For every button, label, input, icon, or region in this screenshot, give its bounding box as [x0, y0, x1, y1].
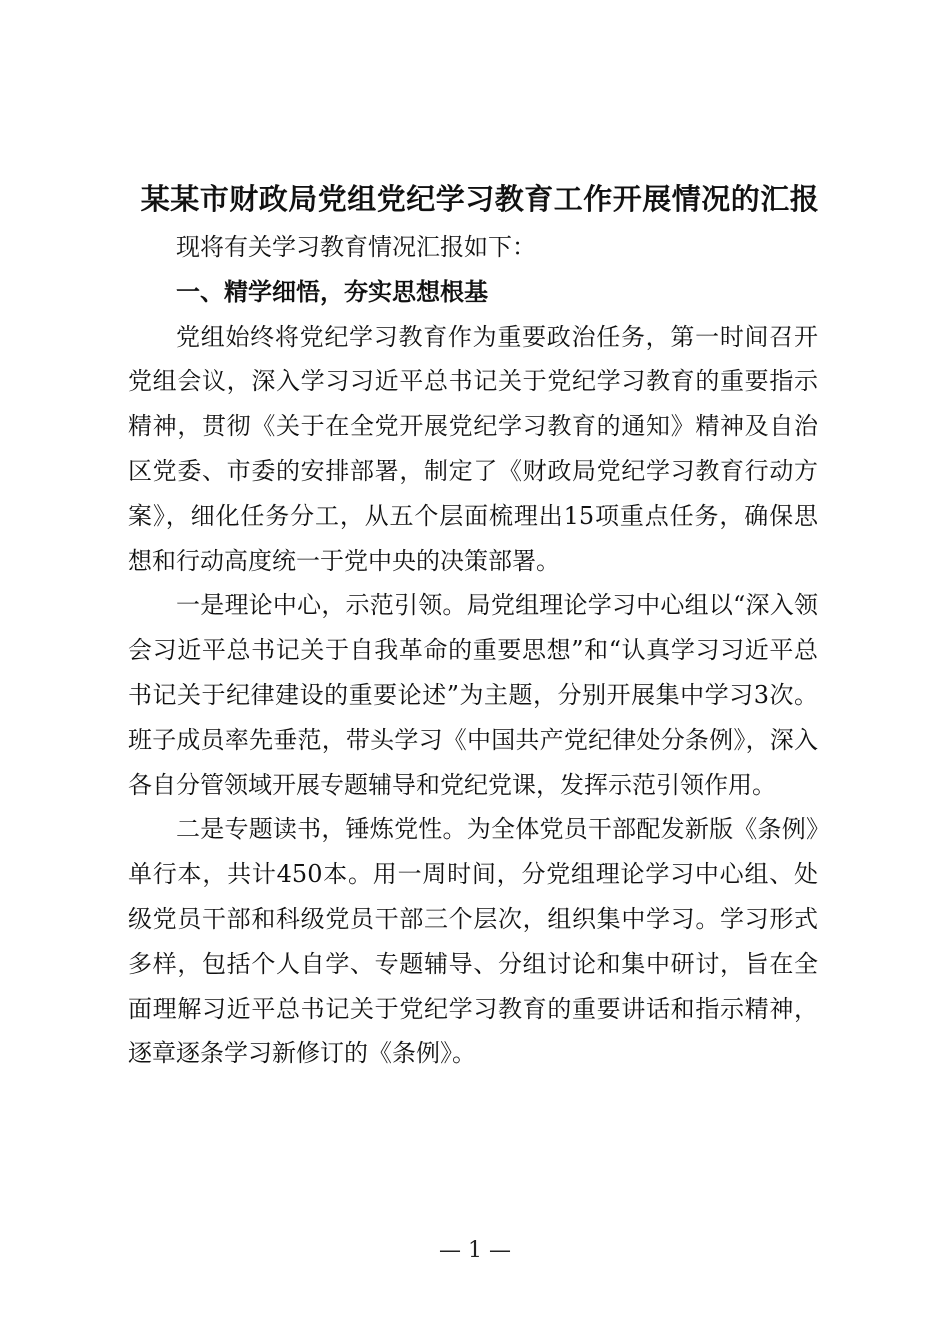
body-paragraph-3: 二是专题读书，锤炼党性。为全体党员干部配发新版《条例》单行本，共计450本。用一周时间，分党组理论学习中心组、处级党员干部和科级党员干部三个层次，组织集中学习。学习形式多样，包括个人自学、专题辅导、分组讨论和集中研讨，旨在全面理解习近平总书记关于党纪学习教育的重要讲话和指示精神，逐章逐条学习新修订的《条例》。: [128, 815, 818, 1068]
body-paragraph-1: 党组始终将党纪学习教育作为重要政治任务，第一时间召开党组会议，深入学习习近平总书记关于党纪学习教育的重要指示精神，贯彻《关于在全党开展党纪学习教育的通知》精神及自治区党委、市委的安排部署，制定了《财政局党纪学习教育行动方案》，细化任务分工，从五个层面梳理出15项重点任务，确保思想和行动高度统一于党中央的决策部署。: [128, 322, 818, 575]
body-paragraph-2: 一是理论中心，示范引领。局党组理论学习中心组以“深入领会习近平总书记关于自我革命的重要思想”和“认真学习习近平总书记关于纪律建设的重要论述”为主题，分别开展集中学习3次。班子成员率先垂范，带头学习《中国共产党纪律处分条例》，深入各自分管领域开展专题辅导和党纪党课，发挥示范引领作用。: [128, 591, 818, 799]
document-body: [128, 225, 818, 1076]
intro-paragraph: 现将有关学习教育情况汇报如下：: [176, 233, 536, 261]
section-heading: 一、精学细悟，夯实思想根基: [176, 277, 488, 306]
document-title: 某某市财政局党组党纪学习教育工作开展情况的汇报: [140, 182, 820, 216]
page-number: — 1 —: [439, 1238, 511, 1263]
